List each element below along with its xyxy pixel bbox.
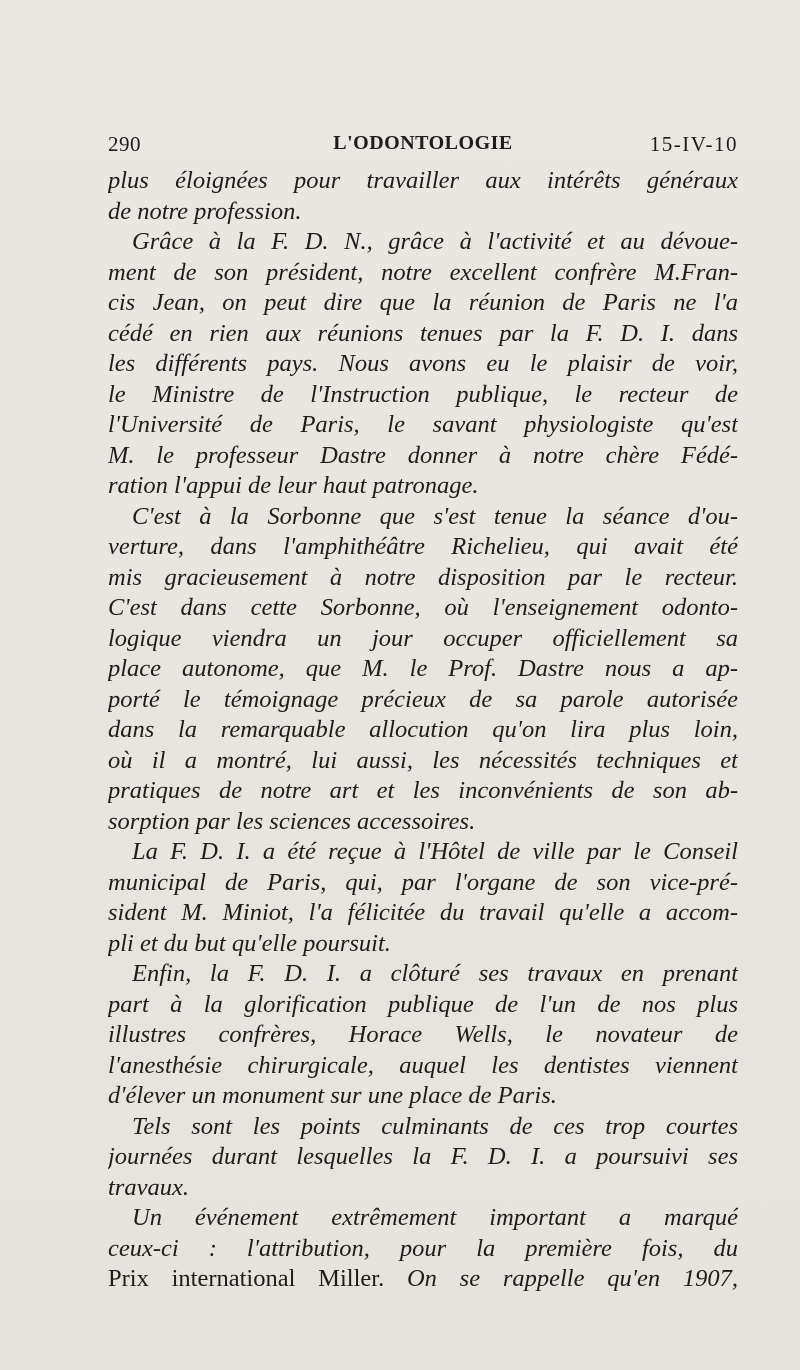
text-line: La F. D. I. a été reçue à l'Hôtel de ville par le Conseil [132, 838, 738, 865]
text-line: Un événement extrêmement important a marqué [132, 1204, 738, 1231]
text-line: de notre profession. [108, 197, 302, 225]
text-line: C'est dans cette Sorbonne, où l'enseignement odonto- [108, 594, 738, 621]
prize-name: Prix international Miller. [108, 1265, 385, 1292]
final-italic-text: On se rappelle qu'en 1907, [384, 1265, 738, 1292]
text-line: porté le témoignage précieux de sa parole autorisée [108, 685, 738, 713]
running-header [108, 132, 738, 160]
text-line: ment de son président, notre excellent confrère M.Fran- [108, 258, 738, 286]
text-line: Grâce à la F. D. N., grâce à l'activité et au dévoue- [132, 228, 738, 255]
text-line: cédé en rien aux réunions tenues par la F. D. I. dans [108, 319, 738, 347]
text-line: dans la remarquable allocution qu'on lira plus loin, [108, 716, 738, 743]
text-line: d'élever un monument sur une place de Paris. [108, 1082, 557, 1109]
text-line: cis Jean, on peut dire que la réunion de Paris ne l'a [108, 289, 738, 316]
journal-title: L'ODONTOLOGIE [333, 132, 513, 154]
text-line: ration l'appui de leur haut patronage. [108, 472, 479, 499]
text-line: où il a montré, lui aussi, les nécessités techniques et [108, 746, 738, 774]
article-body [108, 166, 738, 1295]
text-line: pratiques de notre art et les inconvénients de son ab- [108, 777, 738, 804]
text-line: l'Université de Paris, le savant physiologiste qu'est [108, 411, 738, 438]
text-line: Enfin, la F. D. I. a clôturé ses travaux en prenant [132, 960, 738, 987]
text-line: mis gracieusement à notre disposition par le recteur. [108, 563, 738, 591]
text-line: verture, dans l'amphithéâtre Richelieu, qui avait été [108, 533, 738, 560]
text-line: plus éloignées pour travailler aux intérêts généraux [108, 167, 738, 194]
text-line: municipal de Paris, qui, par l'organe de son vice-pré- [108, 868, 738, 896]
text-line: part à la glorification publique de l'un de nos plus [108, 990, 738, 1018]
issue-date: 15-IV-10 [649, 132, 738, 156]
text-line: journées durant lesquelles la F. D. I. a poursuivi ses [108, 1143, 738, 1170]
text-line: ceux-ci : l'attribution, pour la première fois, du [108, 1234, 738, 1262]
text-line: illustres confrères, Horace Wells, le novateur de [108, 1021, 738, 1048]
page-number: 290 [108, 132, 141, 156]
text-line: logique viendra un jour occuper officiellement sa [108, 624, 738, 652]
text-line: travaux. [108, 1173, 189, 1201]
text-line: M. le professeur Dastre donner à notre chère Fédé- [108, 441, 738, 469]
text-line: le Ministre de l'Instruction publique, le recteur de [108, 380, 738, 408]
text-line: sorption par les sciences accessoires. [108, 807, 476, 835]
text-line: les différents pays. Nous avons eu le plaisir de voir, [108, 350, 738, 377]
text-line: place autonome, que M. le Prof. Dastre nous a ap- [108, 655, 738, 682]
text-line-final [108, 1264, 738, 1295]
text-line: sident M. Miniot, l'a félicitée du travail qu'elle a accom- [108, 899, 738, 926]
text-line: C'est à la Sorbonne que s'est tenue la séance d'ou- [132, 502, 738, 530]
text-line: l'anesthésie chirurgicale, auquel les dentistes viennent [108, 1051, 738, 1079]
text-line: pli et du but qu'elle poursuit. [108, 929, 391, 957]
text-line: Tels sont les points culminants de ces trop courtes [132, 1112, 738, 1140]
